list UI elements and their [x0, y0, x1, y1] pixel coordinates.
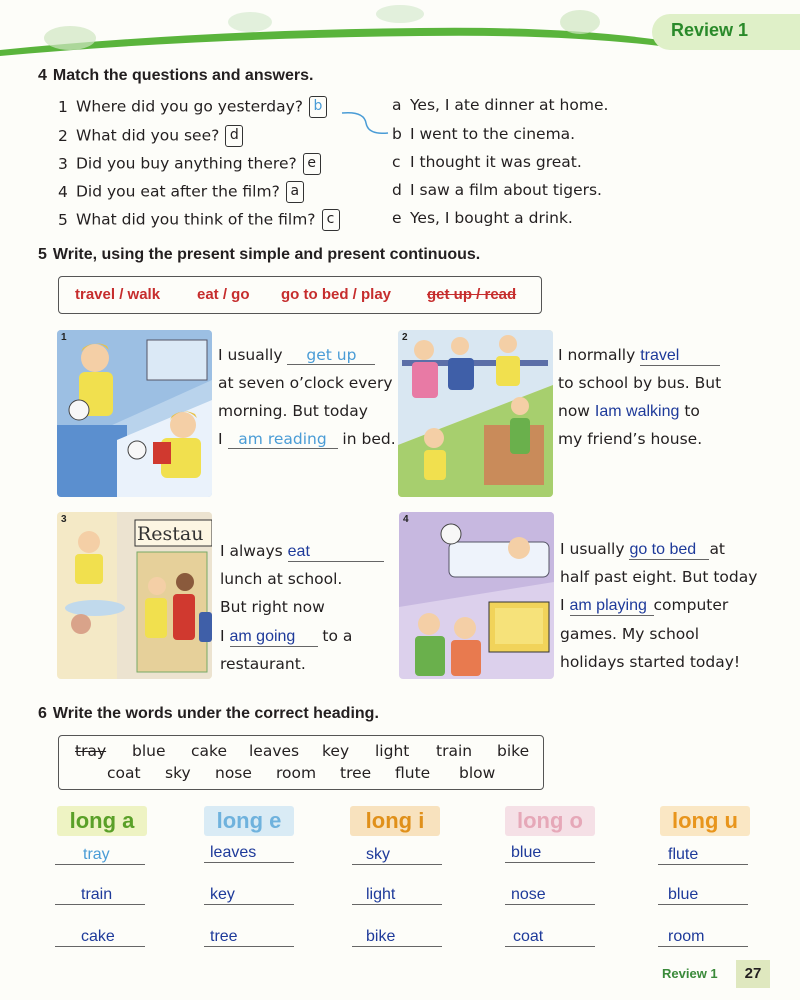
word: blow: [459, 764, 496, 782]
question-1: [58, 96, 327, 118]
picture-number: 3: [61, 514, 67, 525]
answer-word: cake: [81, 928, 115, 945]
word-box-item-crossed: get up / read: [427, 286, 517, 303]
question-number: 4: [58, 182, 68, 201]
footer-label: Review 1: [662, 966, 718, 981]
text: I usually: [560, 540, 630, 558]
word-box-item: travel / walk: [75, 286, 161, 303]
word: coat: [107, 764, 141, 782]
answer-word: tray: [83, 846, 110, 863]
word: cake: [191, 742, 227, 760]
item3-line3: But right now: [220, 598, 325, 616]
word: flute: [395, 764, 431, 782]
match-line-example: [340, 105, 390, 145]
blank-line: [230, 627, 318, 647]
answer-line[interactable]: [204, 842, 294, 863]
heading-long-u: long u: [660, 806, 750, 836]
answer-e: [392, 209, 573, 227]
answer-line[interactable]: [204, 926, 294, 947]
text: at: [709, 540, 726, 558]
dinosaur-silhouette-1: [44, 26, 96, 50]
answer-word: room: [668, 928, 705, 945]
question-number: 5: [58, 210, 68, 229]
question-4: [58, 181, 304, 203]
word-crossed: tray: [75, 742, 107, 760]
picture-number: 1: [61, 332, 67, 343]
handwritten-answer[interactable]: Iam walking: [594, 403, 680, 420]
word: train: [436, 742, 473, 760]
handwritten-answer[interactable]: eat: [287, 543, 310, 560]
item3-line5: restaurant.: [220, 655, 306, 673]
picture-number: 2: [402, 332, 408, 343]
answer-box-3[interactable]: e: [303, 153, 321, 175]
word: blue: [132, 742, 166, 760]
question-number: 1: [58, 97, 68, 116]
question-2: [58, 125, 243, 147]
answer-word: coat: [513, 928, 544, 945]
answer-a: [392, 96, 608, 114]
question-text: Did you buy anything there?: [76, 154, 297, 173]
answer-letter: c: [392, 153, 401, 171]
text: I: [220, 627, 230, 645]
blank-line: [640, 346, 720, 366]
question-number: 2: [58, 126, 68, 145]
answer-word: flute: [668, 846, 699, 863]
answer-word: blue: [511, 844, 542, 861]
answer-text: I went to the cinema.: [410, 125, 576, 143]
dinosaur-silhouette-3: [376, 5, 424, 23]
question-text: What did you think of the film?: [76, 210, 316, 229]
bus-illustration: [398, 330, 553, 497]
item3-line1: [220, 542, 384, 562]
answer-line[interactable]: [55, 844, 145, 865]
ex4-number: 4: [38, 67, 47, 84]
ex5-number: 5: [38, 246, 47, 263]
word: nose: [215, 764, 252, 782]
word: key: [322, 742, 350, 760]
text: to: [679, 402, 700, 420]
answer-text: I thought it was great.: [410, 153, 582, 171]
bedroom-illustration: [57, 330, 212, 497]
answer-word: key: [210, 886, 235, 903]
question-text: Where did you go yesterday?: [76, 97, 303, 116]
text: I: [560, 596, 570, 614]
answer-word: blue: [668, 886, 699, 903]
answer-line[interactable]: [204, 884, 294, 905]
answer-word: nose: [511, 886, 546, 903]
handwritten-answer[interactable]: am going: [229, 628, 296, 645]
ex6-number: 6: [38, 705, 47, 722]
answer-c: [392, 153, 582, 171]
blank-line: [629, 540, 709, 560]
handwritten-answer[interactable]: go to bed: [629, 541, 697, 558]
answer-line[interactable]: [352, 926, 442, 947]
ex4-heading-text: Match the questions and answers.: [52, 67, 314, 84]
restaurant-illustration: [57, 512, 212, 679]
answer-box-4[interactable]: a: [286, 181, 304, 203]
word: bike: [497, 742, 530, 760]
ex5-word-box: [58, 276, 542, 314]
answer-line[interactable]: [505, 926, 595, 947]
handwritten-answer[interactable]: am playing: [569, 597, 647, 614]
picture-number: 4: [403, 514, 409, 525]
picture-4: [399, 512, 554, 679]
blank-answer[interactable]: am reading: [228, 430, 338, 449]
answer-letter: d: [392, 181, 402, 199]
bedroom-computer-illustration: [399, 512, 554, 679]
answer-word: train: [81, 886, 113, 903]
answer-letter: b: [392, 125, 402, 143]
answer-b: [392, 125, 575, 143]
blank-answer[interactable]: get up: [287, 346, 375, 365]
ex5-heading: [38, 246, 480, 264]
text: in bed.: [337, 430, 396, 448]
item4-line4: games. My school: [560, 625, 700, 643]
item4-line5: holidays started today!: [560, 653, 741, 671]
answer-line[interactable]: [658, 926, 748, 947]
heading-long-e: long e: [204, 806, 294, 836]
answer-word: light: [366, 886, 396, 903]
answer-letter: e: [392, 209, 402, 227]
green-stripe: [0, 28, 660, 56]
question-text: What did you see?: [76, 126, 220, 145]
answer-box-5[interactable]: c: [322, 209, 340, 231]
item1-line1: [218, 346, 375, 365]
answer-line[interactable]: [658, 844, 748, 865]
answer-box-1[interactable]: b: [309, 96, 327, 118]
question-text: Did you eat after the film?: [76, 182, 280, 201]
answer-d: [392, 181, 602, 199]
item4-line3: [560, 596, 728, 616]
item2-line1: [558, 346, 720, 366]
heading-long-a: long a: [57, 806, 147, 836]
text: computer: [653, 596, 729, 614]
answer-line[interactable]: [352, 844, 442, 865]
answer-line[interactable]: [352, 884, 442, 905]
item3-line4: [220, 627, 352, 647]
answer-word: leaves: [210, 844, 257, 861]
heading-long-i: long i: [350, 806, 440, 836]
answer-line[interactable]: [505, 842, 595, 863]
item2-line2: to school by bus. But: [558, 374, 722, 392]
ex6-word-box: [58, 735, 544, 790]
word: light: [375, 742, 410, 760]
answer-box-2[interactable]: d: [225, 125, 243, 147]
item1-line4: [218, 430, 396, 449]
word-box-item: eat / go: [197, 286, 250, 303]
answer-letter: a: [392, 96, 402, 114]
answer-text: Yes, I ate dinner at home.: [410, 96, 609, 114]
heading-long-o: long o: [505, 806, 595, 836]
ex6-heading: [38, 705, 379, 723]
blank-line: [570, 596, 654, 616]
picture-3: [57, 512, 212, 679]
item4-line2: half past eight. But today: [560, 568, 758, 586]
item3-line2: lunch at school.: [220, 570, 343, 588]
blank-line: [288, 542, 384, 562]
answer-line[interactable]: [55, 926, 145, 947]
item1-line3: morning. But today: [218, 402, 368, 420]
review-title: Review 1: [670, 20, 748, 40]
answer-text: Yes, I bought a drink.: [410, 209, 573, 227]
handwritten-answer[interactable]: travel: [640, 347, 680, 364]
answer-line[interactable]: [658, 884, 748, 905]
answer-text: I saw a film about tigers.: [410, 181, 602, 199]
text: now: [558, 402, 595, 420]
picture-2: [398, 330, 553, 497]
question-5: [58, 209, 340, 231]
answer-word: bike: [366, 928, 396, 945]
picture-1: [57, 330, 212, 497]
text: I normally: [558, 346, 641, 364]
word: tree: [340, 764, 372, 782]
text: I always: [220, 542, 288, 560]
word: room: [276, 764, 317, 782]
ex5-heading-text: Write, using the present simple and present continuous.: [52, 246, 481, 263]
item1-line2: at seven o’clock every: [218, 374, 393, 392]
ex4-heading: [38, 67, 313, 85]
text: I: [218, 430, 228, 448]
question-number: 3: [58, 154, 68, 173]
question-3: [58, 153, 321, 175]
dinosaur-silhouette-2: [228, 12, 272, 32]
answer-word: sky: [366, 846, 390, 863]
dinosaur-silhouette-4: [560, 10, 600, 34]
item2-line3: [558, 402, 700, 421]
text: to a: [317, 627, 353, 645]
page-number: 27: [736, 960, 770, 988]
item2-line4: my friend’s house.: [558, 430, 703, 448]
answer-word: tree: [210, 928, 238, 945]
word-box-item: go to bed / play: [281, 286, 392, 303]
text: I usually: [218, 346, 288, 364]
answer-line[interactable]: [505, 884, 595, 905]
word: sky: [165, 764, 191, 782]
ex6-heading-text: Write the words under the correct heading.: [52, 705, 379, 722]
item4-line1: [560, 540, 725, 560]
restaurant-sign: Restau: [137, 523, 204, 545]
word: leaves: [249, 742, 300, 760]
answer-line[interactable]: [55, 884, 145, 905]
